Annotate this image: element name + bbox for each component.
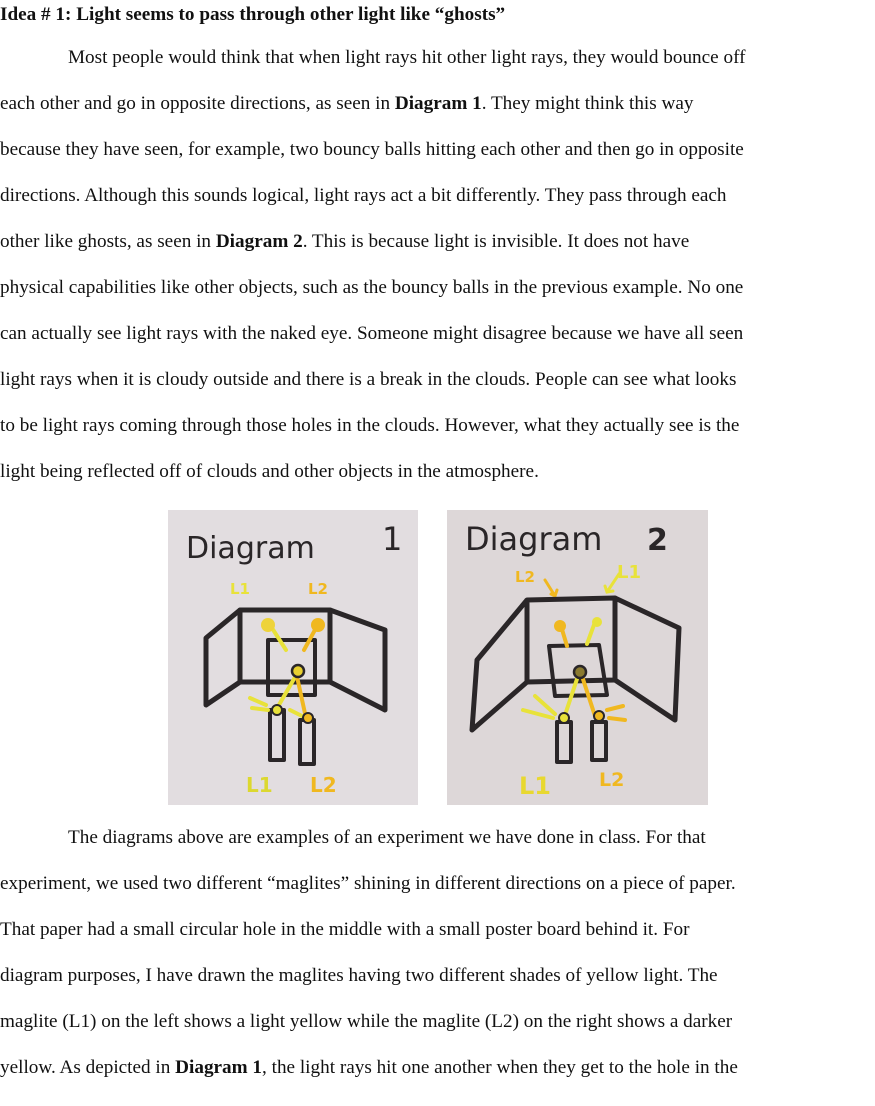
diagram-2-image bbox=[447, 510, 708, 805]
diagram-2-drawing bbox=[447, 510, 708, 805]
paragraph-line: maglite (L1) on the left shows a light yellow while the maglite (L2) on the right shows a darker bbox=[0, 1011, 733, 1032]
paragraph-line: The diagrams above are examples of an experiment we have done in class. For that bbox=[68, 827, 706, 848]
paragraph-line: yellow. As depicted in Diagram 1, the light rays hit one another when they get to the hole in the bbox=[0, 1057, 738, 1078]
svg-text:L1: L1 bbox=[230, 580, 250, 598]
section-heading: Idea # 1: Light seems to pass through other light like “ghosts” bbox=[0, 4, 506, 25]
paragraph-line: each other and go in opposite directions, as seen in Diagram 1. They might think this way bbox=[0, 93, 694, 114]
diagram-1-image bbox=[168, 510, 418, 805]
paragraph-line: experiment, we used two different “maglites” shining in different directions on a piece of paper. bbox=[0, 873, 736, 894]
diagram-2-reference: Diagram 2 bbox=[215, 231, 303, 252]
paragraph-line: directions. Although this sounds logical, light rays act a bit differently. They pass through each bbox=[0, 185, 727, 206]
svg-text:L2: L2 bbox=[310, 773, 337, 797]
paragraph-line: other like ghosts, as seen in Diagram 2. This is because light is invisible. It does not have bbox=[0, 231, 690, 252]
svg-text:L1: L1 bbox=[246, 773, 273, 797]
svg-text:L2: L2 bbox=[599, 769, 625, 791]
svg-text:L2: L2 bbox=[308, 580, 328, 598]
svg-text:L2: L2 bbox=[515, 568, 535, 586]
paragraph-line: light being reflected off of clouds and other objects in the atmosphere. bbox=[0, 461, 539, 482]
svg-text:L1: L1 bbox=[617, 562, 641, 583]
paragraph-line: Most people would think that when light rays hit other light rays, they would bounce off bbox=[68, 47, 746, 68]
diagram-1-reference: Diagram 1 bbox=[175, 1057, 263, 1078]
diagram-1-number: 1 bbox=[382, 520, 403, 558]
diagram-1-reference: Diagram 1 bbox=[394, 93, 482, 114]
svg-text:L1: L1 bbox=[519, 772, 551, 800]
paragraph-line: light rays when it is cloudy outside and there is a break in the clouds. People can see what looks bbox=[0, 369, 737, 390]
paragraph-line: diagram purposes, I have drawn the maglites having two different shades of yellow light. The bbox=[0, 965, 718, 986]
diagram-1-title: Diagram bbox=[186, 531, 315, 566]
paragraph-line: physical capabilities like other objects, such as the bouncy balls in the previous example. No one bbox=[0, 277, 744, 298]
paragraph-line: That paper had a small circular hole in the middle with a small poster board behind it. For bbox=[0, 919, 690, 940]
paragraph-line: to be light rays coming through those holes in the clouds. However, what they actually see is the bbox=[0, 415, 740, 436]
paragraph-line: because they have seen, for example, two bouncy balls hitting each other and then go in opposite bbox=[0, 139, 744, 160]
diagram-2-number: 2 bbox=[647, 523, 668, 558]
paragraph-line: can actually see light rays with the naked eye. Someone might disagree because we have all seen bbox=[0, 323, 744, 344]
diagram-2-title: Diagram bbox=[465, 520, 603, 558]
diagram-1-drawing bbox=[168, 510, 418, 805]
